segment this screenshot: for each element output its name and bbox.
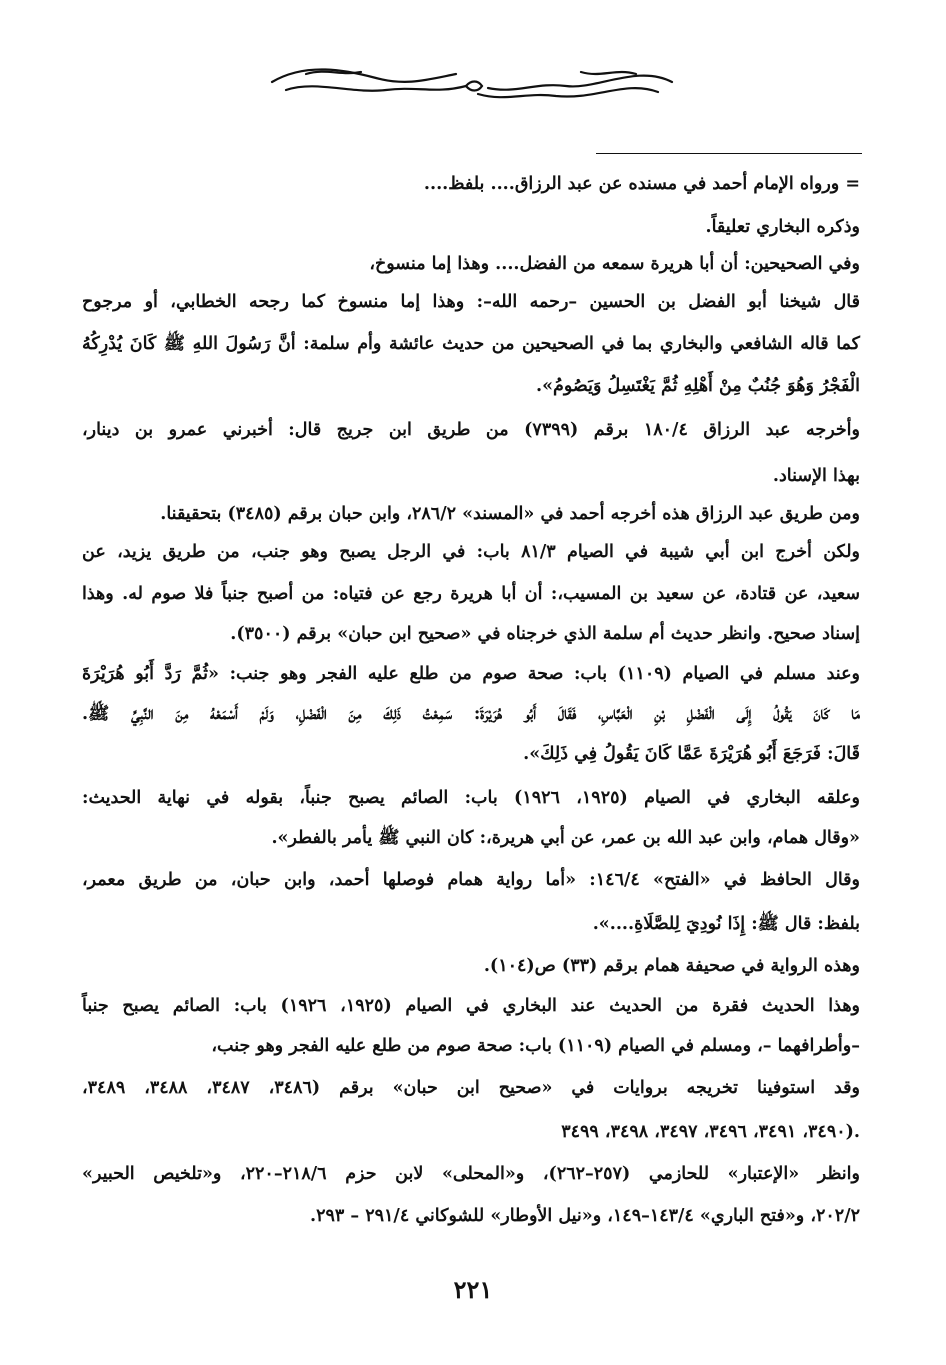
text-line: وقد استوفينا تخريجه بروايات في «صحيح ابن حبان» برقم (٣٤٨٦، ٣٤٨٧، ٣٤٨٨، ٣٤٨٩، [82,1078,861,1098]
text-line: قال شيخنا أبو الفضل بن الحسين –رحمه الله–: وهذا إما منسوخ كما رجحه الخطابي، أو مرجوح [82,292,860,312]
hadith-line: الْفَجْرُ وَهُوَ جُنُبٌ مِنْ أَهْلِهِ ثُمَّ يَغْتَسِلُ وَيَصُومُ». [536,376,860,396]
footnote-separator [596,153,862,154]
text-line: ومن طريق عبد الرزاق هذه أخرجه أحمد في «المسند» ٢٨٦/٢، وابن حبان برقم (٣٤٨٥) بتحقيقنا. [160,504,860,524]
text-line: وأخرجه عبد الرزاق ١٨٠/٤ برقم (٧٣٩٩) من طريق ابن جريج قال: أخبرني عمرو بن دينار، [82,420,860,440]
text-line: بلفظ: قال ﷺ: إِذَا نُودِيَ لِلصَّلَاةِ....». [592,914,860,934]
text-line: –وأطرافهما –، ومسلم في الصيام (١١٠٩) باب: صحة صوم من طلع عليه الفجر وهو جنب، [211,1036,860,1056]
text-line: «وقال همام، وابن عبد الله بن عمر، عن أبي هريرة،: كان النبي ﷺ يأمر بالفطر». [271,828,860,848]
text-line: وهذه الرواية في صحيفة همام برقم (٣٣) ص(١٠٤). [483,956,860,976]
text-line: وفي الصحيحين: أن أبا هريرة سمعه من الفضل.... وهذا إما منسوخ، [369,254,860,274]
hadith-line: مَا كَانَ يَقُولُ إِلَى الْفَضْلِ بْنِ الْعَبَّاسِ، فَقَالَ أَبُو هُرَيْرَةَ: سَمِعْتُ ذَلِكَ مِنَ الْفَضْلِ، وَلَمْ أَسْمَعْهُ مِنَ النَّبِيِّ ﷺ. [82,704,860,724]
text-line: وعلقه البخاري في الصيام (١٩٢٥، ١٩٢٦) باب: الصائم يصبح جنباً، بقوله في نهاية الحديث: [82,788,860,808]
text-line: وذكره البخاري تعليقاً. [705,217,860,237]
text-line: = ورواه الإمام أحمد في مسنده عن عبد الرزاق.... بلفظ.... [423,174,860,194]
text-line: سعيد، عن قتادة، عن سعيد بن المسيب،: أن أبا هريرة رجع عن فتياه: من أصبح جنباً فلا صوم له. وهذا [82,584,860,604]
text-line: إسناد صحيح. وانظر حديث أم سلمة الذي خرجناه في «صحيح ابن حبان» برقم (٣٥٠٠). [230,624,860,644]
text-line: كما قاله الشافعي والبخاري بما في الصحيحين من حديث عائشة وأم سلمة: أنَّ رَسُولَ اللهِ ﷺ كَانَ يُدْرِكُهُ [82,334,860,354]
text-line: بهذا الإسناد. [772,466,860,486]
decorative-ornament-icon [266,60,678,108]
page-number: ٢٢١ [453,1275,493,1304]
text-line: وهذا الحديث فقرة من الحديث عند البخاري في الصيام (١٩٢٥، ١٩٢٦) باب: الصائم يصبح جنباً [82,996,861,1016]
text-line: ٣٤٩٠، ٣٤٩١، ٣٤٩٦، ٣٤٩٧، ٣٤٩٨، ٣٤٩٩). [561,1122,860,1142]
text-line: وانظر «الإعتبار» للحازمي (٢٥٧–٢٦٢)، و«المحلى» لابن حزم ٢١٨/٦–٢٢٠، و«تلخيص الحبير» [82,1164,860,1184]
text-line: ٢٠٢/٢، و«فتح الباري» ١٤٣/٤–١٤٩، و«نيل الأوطار» للشوكاني ٢٩١/٤ – ٢٩٣. [310,1206,860,1226]
text-line: ولكن أخرج ابن أبي شيبة في الصيام ٨١/٣ باب: في الرجل يصبح وهو جنب، من طريق يزيد، عن [82,542,860,562]
text-line: وعند مسلم في الصيام (١١٠٩) باب: صحة صوم من طلع عليه الفجر وهو جنب: «ثُمَّ رَدَّ أَبُو هُرَيْرَةَ [82,664,860,684]
text-line: وقال الحافظ في «الفتح» ١٤٦/٤: «أما رواية همام فوصلها أحمد، وابن حبان، من طريق معمر، [82,870,861,890]
hadith-line: قَالَ: فَرَجَعَ أَبُو هُرَيْرَةَ عَمَّا كَانَ يَقُولُ فِي ذَلِكَ». [523,744,860,764]
